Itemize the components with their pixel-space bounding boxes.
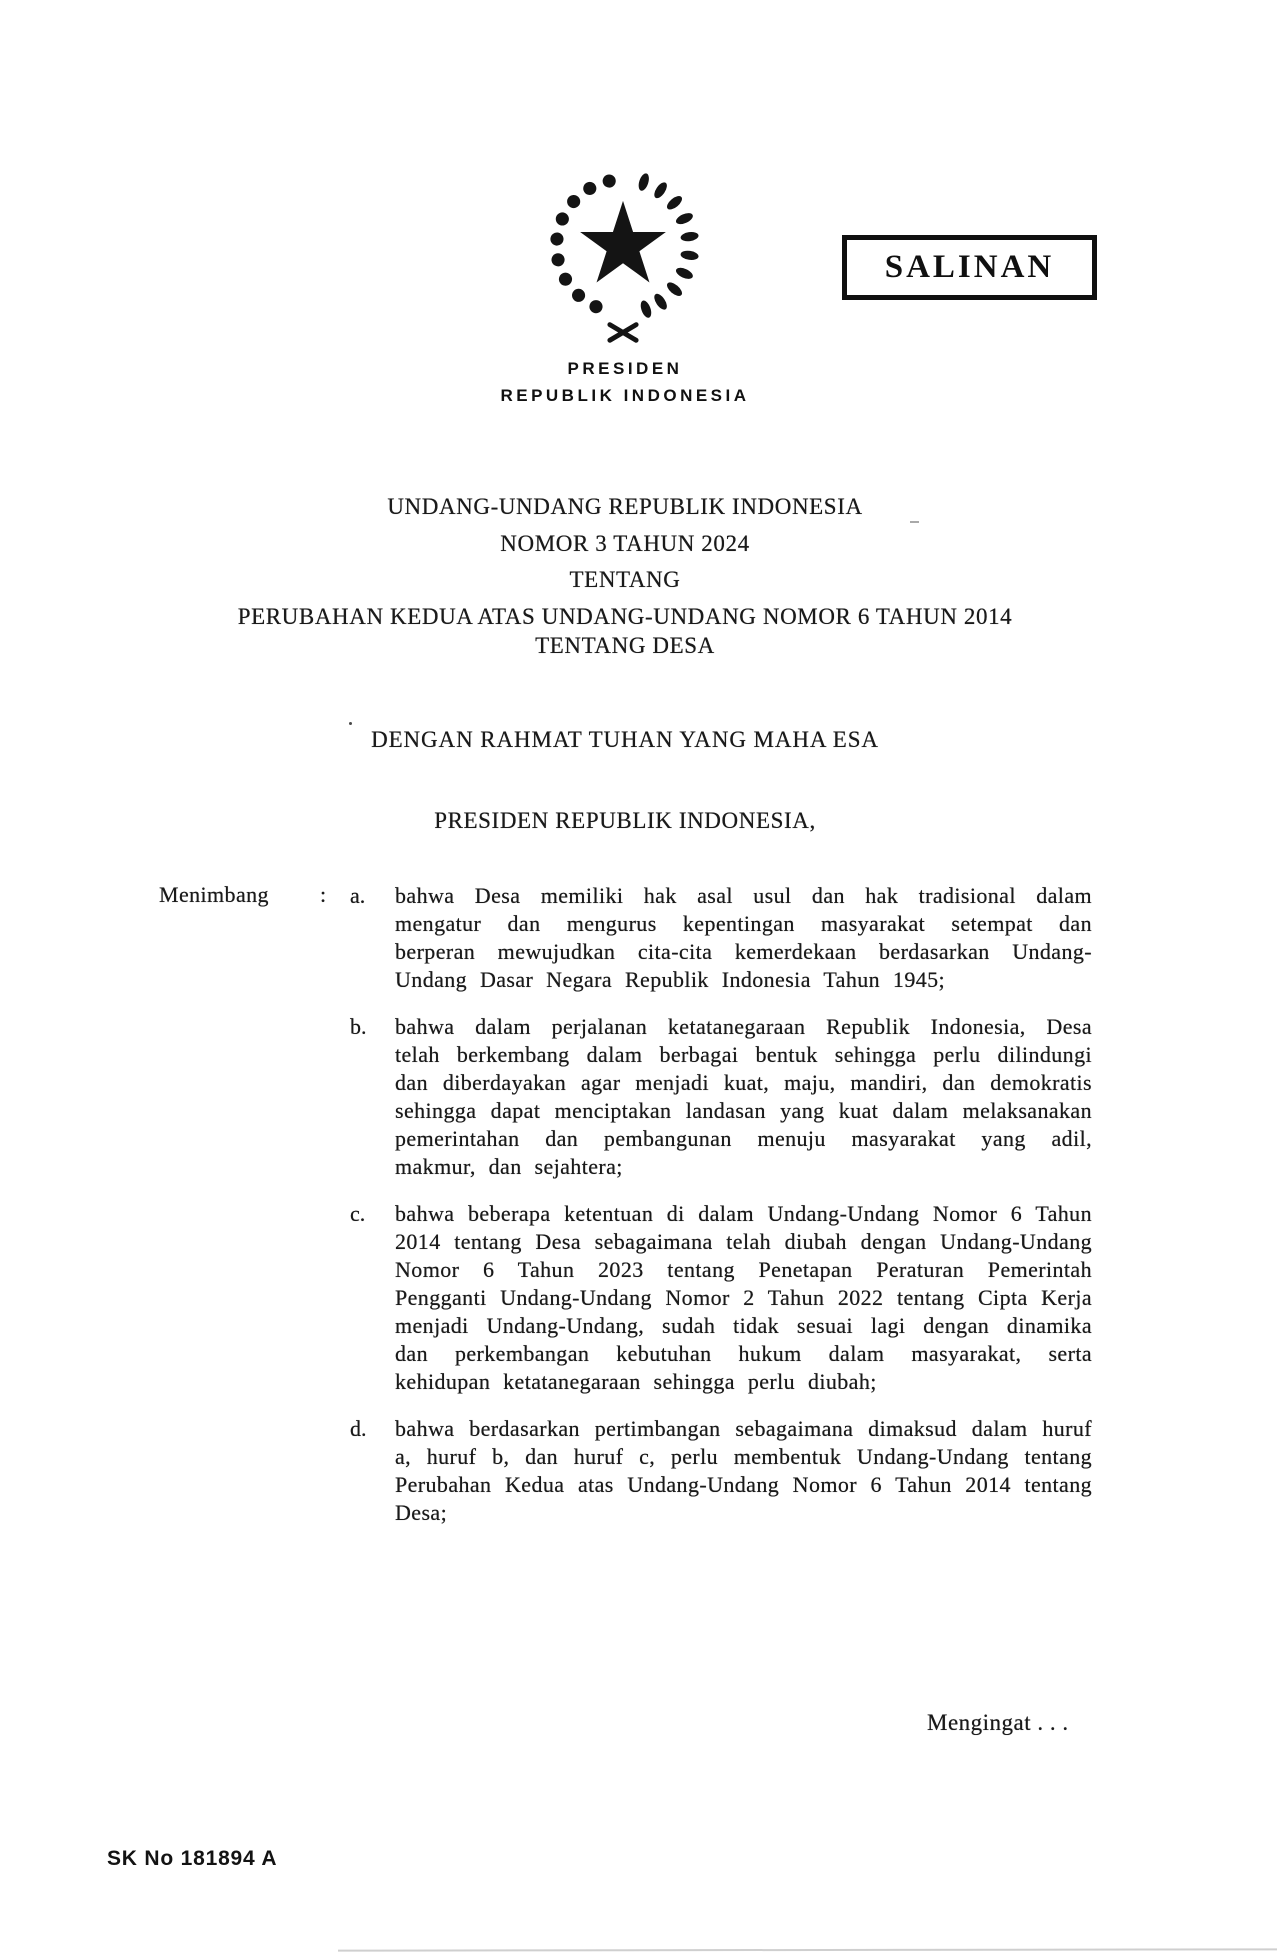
item-text: bahwa Desa memiliki hak asal usul dan hak tradisional dalam mengatur dan mengurus kepentingan masyarakat setempat dan berperan mewujudkan cita-cita kemerdekaan berdasarkan Undang-Undang Dasar Negara Republik Indonesia Tahun 1945;: [395, 883, 1092, 992]
item-marker: c.: [350, 1201, 366, 1226]
item-marker: d.: [350, 1416, 367, 1441]
considering-label: Menimbang: [159, 882, 269, 907]
considering-item-c: [350, 1200, 1092, 1396]
invocation-line: DENGAN RAHMAT TUHAN YANG MAHA ESA: [371, 727, 879, 752]
law-number-line: NOMOR 3 TAHUN 2024: [500, 531, 750, 556]
item-marker: a.: [350, 883, 366, 908]
tentang-line: TENTANG: [569, 567, 681, 592]
law-subject-line1: PERUBAHAN KEDUA ATAS UNDANG-UNDANG NOMOR 6 TAHUN 2014: [237, 604, 1013, 629]
law-subject-line2: TENTANG DESA: [535, 633, 715, 658]
letterhead-presiden: PRESIDEN: [567, 359, 683, 378]
salutation-line: PRESIDEN REPUBLIK INDONESIA,: [434, 808, 816, 833]
salinan-stamp-label: SALINAN: [884, 249, 1055, 285]
considering-separator: :: [320, 882, 327, 907]
considering-item-b: [350, 1013, 1092, 1181]
item-text: bahwa dalam perjalanan ketatanegaraan Republik Indonesia, Desa telah berkembang dalam berbagai bentuk sehingga perlu dilindungi dan diberdayakan agar menjadi kuat, maju, mandiri, dan demokratis sehingga dapat menciptakan landasan yang kuat dalam melaksanakan pemerintahan dan pembangunan menuju masyarakat yang adil, makmur, dan sejahtera;: [395, 1014, 1092, 1179]
item-marker: b.: [350, 1014, 367, 1039]
scan-artifact-dot: [349, 722, 352, 725]
star-icon: [580, 201, 666, 283]
scan-artifact-dash: [910, 521, 919, 523]
salinan-stamp: [842, 235, 1097, 300]
presidential-star-wreath-icon: [541, 164, 705, 346]
considering-list: [350, 882, 1092, 1546]
item-text: bahwa berdasarkan pertimbangan sebagaimana dimaksud dalam huruf a, huruf b, dan huruf c, perlu membentuk Undang-Undang tentang Perubahan Kedua atas Undang-Undang Nomor 6 Tahun 2014 tentang Desa;: [395, 1416, 1092, 1525]
catchword-mengingat: Mengingat . . .: [927, 1710, 1069, 1735]
sk-number: SK No 181894 A: [107, 1847, 278, 1870]
considering-item-a: [350, 882, 1092, 994]
considering-item-d: [350, 1415, 1092, 1527]
law-title-line1: UNDANG-UNDANG REPUBLIK INDONESIA: [387, 494, 863, 519]
letterhead-republik-indonesia: REPUBLIK INDONESIA: [500, 386, 750, 405]
item-text: bahwa beberapa ketentuan di dalam Undang-Undang Nomor 6 Tahun 2014 tentang Desa sebagaimana telah diubah dengan Undang-Undang Nomor 6 Tahun 2023 tentang Penetapan Peraturan Pemerintah Pengganti Undang-Undang Nomor 2 Tahun 2022 tentang Cipta Kerja menjadi Undang-Undang, sudah tidak sesuai lagi dengan dinamika dan perkembangan kebutuhan hukum dalam masyarakat, serta kehidupan ketatanegaraan sehingga perlu diubah;: [395, 1201, 1092, 1394]
scan-artifact-edge-line: [338, 1948, 1277, 1951]
